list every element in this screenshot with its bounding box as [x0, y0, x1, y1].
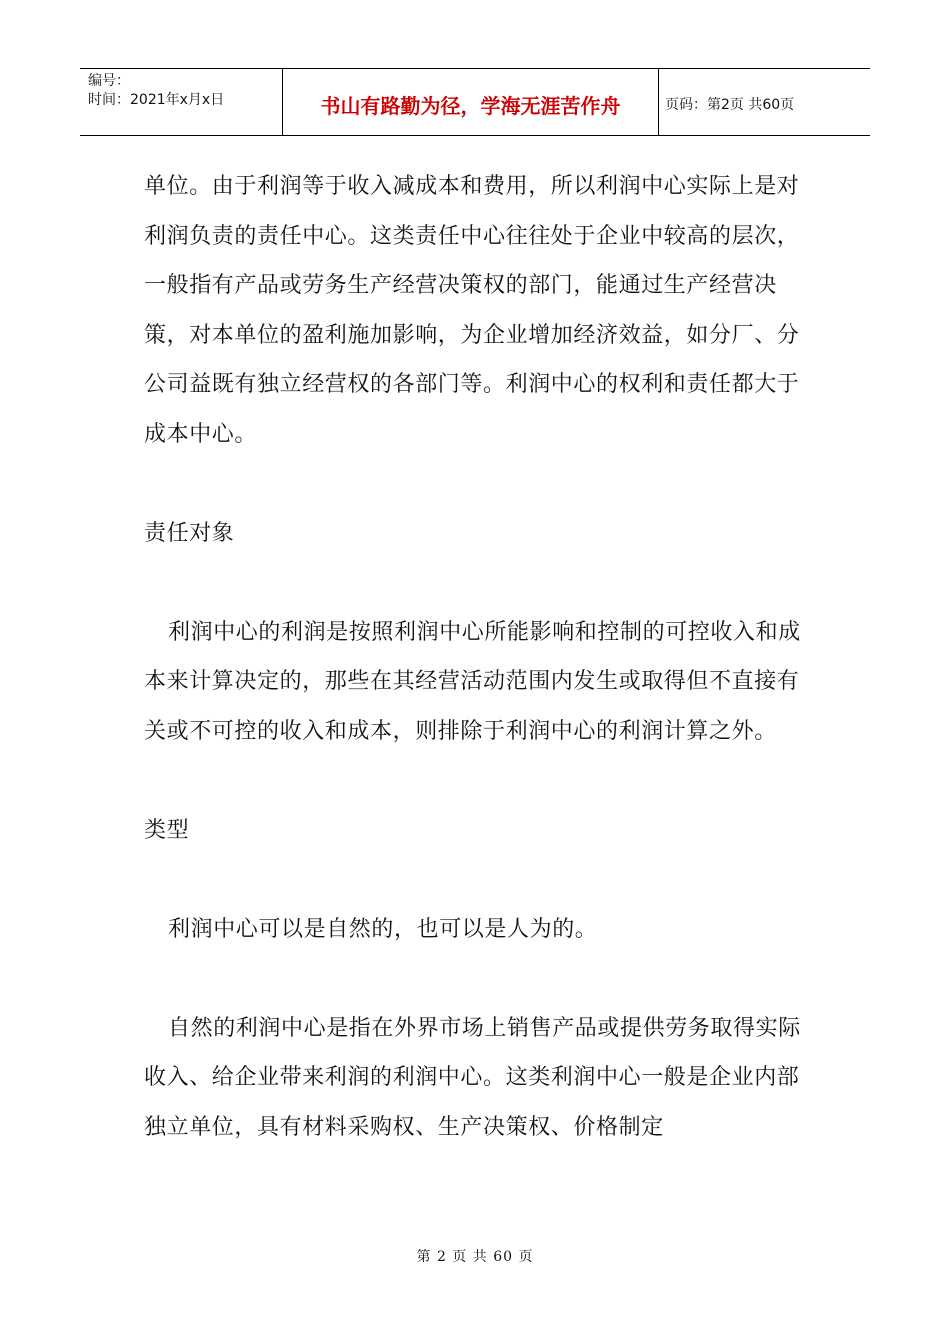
section-heading-types: 类型: [144, 817, 190, 843]
serial-number-label: 编号：: [88, 73, 130, 89]
date-line: 时间：2021年x月x日: [88, 92, 225, 108]
header-page-info: 页码：第2页 共60页: [665, 97, 795, 113]
page-footer: 第 2 页 共 60 页: [416, 1249, 534, 1265]
paragraph-responsibility-object: 利润中心的利润是按照利润中心所能影响和控制的可控收入和成本来计算决定的，那些在其经营活动范围内发生或取得但不直接有关或不可控的收入和成本，则排除于利润中心的利润计算之外。: [144, 619, 801, 744]
paragraph-profit-center-definition: 单位。由于利润等于收入减成本和费用，所以利润中心实际上是对利润负责的责任中心。这类责任中心往往处于企业中较高的层次，一般指有产品或劳务生产经营决策权的部门，能通过生产经营决策，对本单位的盈利施加影响，为企业增加经济效益，如分厂、分公司益既有独立经营权的各部门等。利润中心的权利和责任都大于成本中心。: [144, 174, 800, 447]
page-header: [80, 68, 870, 136]
paragraph-types-intro: 利润中心可以是自然的，也可以是人为的。: [168, 916, 598, 942]
document-body: [144, 162, 809, 1152]
section-heading-responsibility-object: 责任对象: [144, 520, 235, 546]
header-meta-cell: [80, 69, 283, 135]
header-motto: 书山有路勤为径，学海无涯苦作舟: [283, 69, 659, 135]
paragraph-natural-profit-center: 自然的利润中心是指在外界市场上销售产品或提供劳务取得实际收入、给企业带来利润的利润中心。这类利润中心一般是企业内部独立单位，具有材料采购权、生产决策权、价格制定: [144, 1015, 801, 1140]
